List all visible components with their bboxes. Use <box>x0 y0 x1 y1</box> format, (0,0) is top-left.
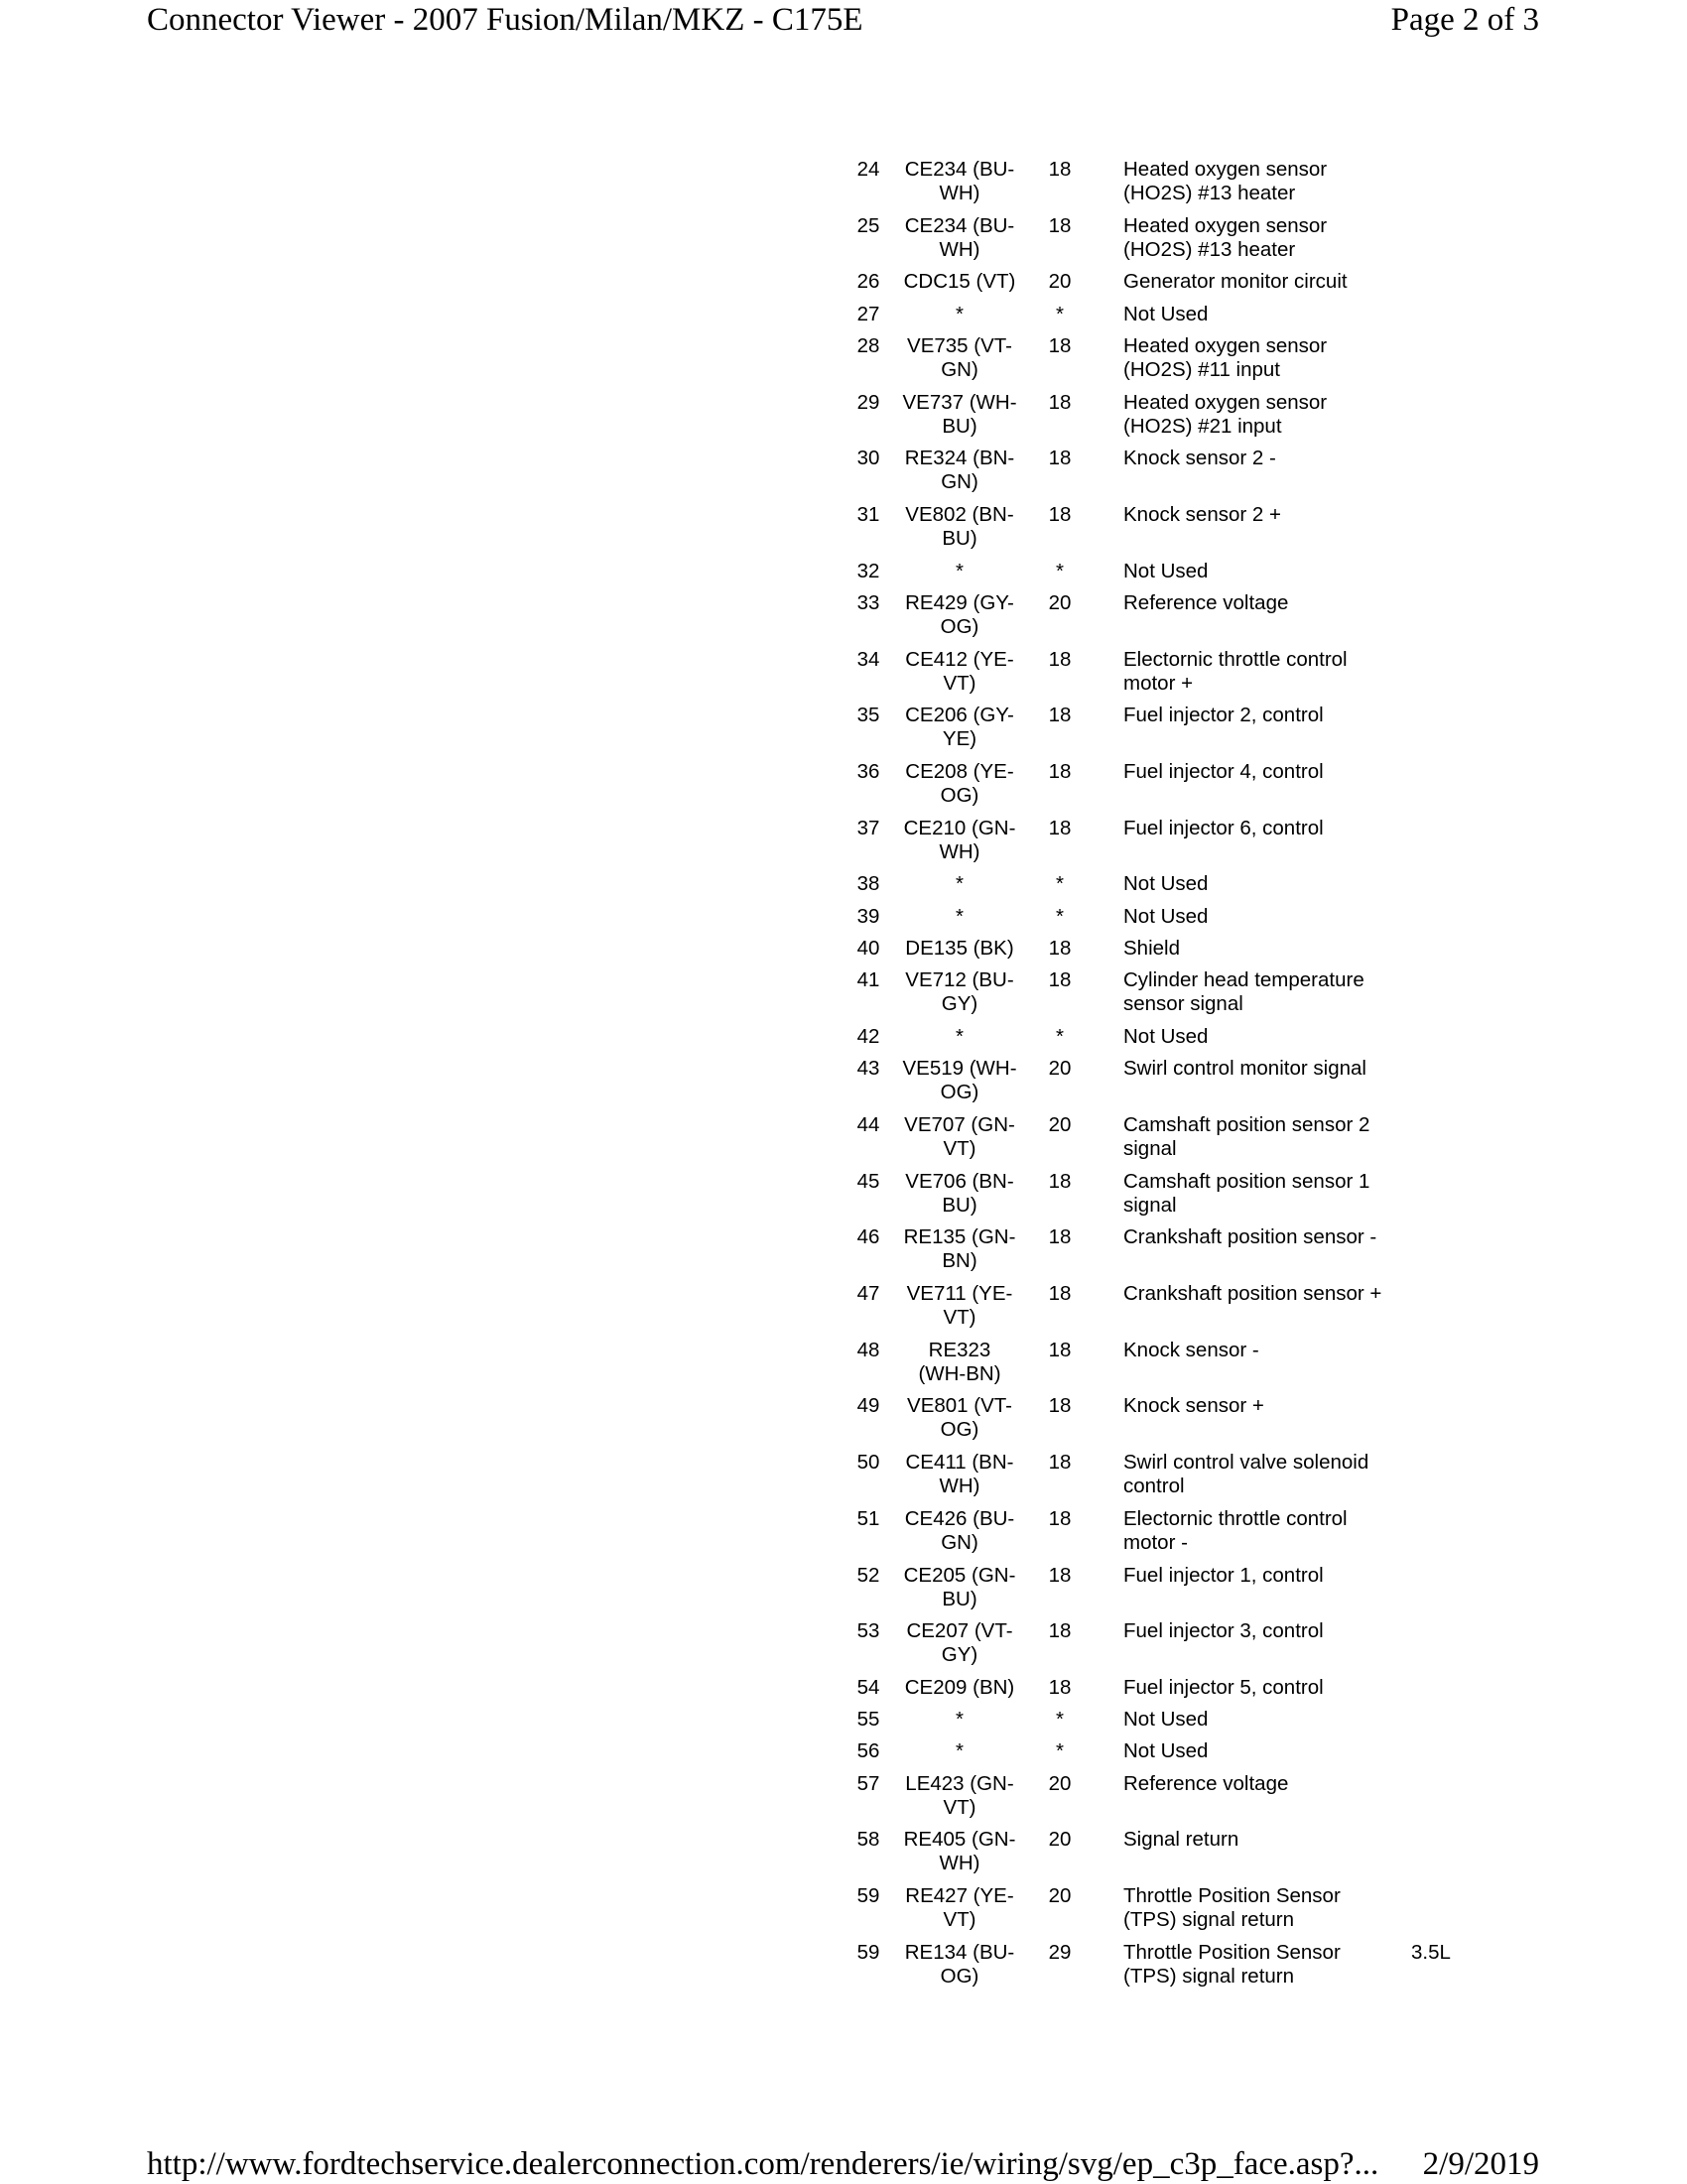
function-cell <box>1123 334 1421 382</box>
circuit-line: * <box>956 1025 964 1049</box>
pin-number: 59 <box>856 1940 880 1964</box>
function-line: control <box>1123 1475 1185 1498</box>
pin-number: 39 <box>856 904 880 928</box>
circuit-cell <box>895 158 1024 205</box>
wire-gauge: 18 <box>1048 333 1072 357</box>
circuit-line: BN) <box>942 1249 977 1273</box>
wire-gauge: * <box>1056 872 1064 896</box>
circuit-cell <box>895 503 1024 551</box>
pin-number: 30 <box>856 447 880 470</box>
wire-gauge: 18 <box>1048 1506 1072 1530</box>
circuit-cell <box>895 1884 1024 1932</box>
function-cell <box>1123 591 1421 615</box>
pin-number: 32 <box>856 559 880 582</box>
wire-gauge: 18 <box>1048 1563 1072 1587</box>
circuit-cell <box>895 1394 1024 1442</box>
pin-number: 29 <box>856 390 880 414</box>
function-cell <box>1123 1113 1421 1161</box>
circuit-line: CE207 (VT- <box>906 1619 1013 1643</box>
function-line: (HO2S) #11 input <box>1123 357 1281 381</box>
wire-gauge: 18 <box>1048 647 1072 671</box>
circuit-line: BU) <box>942 1587 977 1610</box>
source-url[interactable]: http://www.fordtechservice.dealerconnection.com/renderers/ie/wiring/svg/ep_c3p_face.asp?... <box>147 2146 1379 2182</box>
function-line: Not Used <box>1123 559 1209 582</box>
circuit-line: RE429 (GY- <box>905 591 1014 615</box>
circuit-line: OG) <box>940 615 979 639</box>
circuit-cell <box>895 648 1024 696</box>
pin-number: 36 <box>856 760 880 784</box>
function-cell <box>1123 503 1421 527</box>
circuit-cell <box>895 1828 1024 1875</box>
pin-number: 43 <box>856 1057 880 1081</box>
circuit-line: CE210 (GN- <box>903 816 1016 839</box>
page-footer <box>0 2144 1687 2184</box>
pin-number: 58 <box>856 1828 880 1852</box>
function-line: motor + <box>1123 671 1194 695</box>
wire-gauge: 18 <box>1048 213 1072 237</box>
function-cell <box>1123 447 1421 470</box>
circuit-line: * <box>956 1708 964 1732</box>
function-cell <box>1123 1772 1421 1796</box>
wire-gauge: 18 <box>1048 760 1072 784</box>
function-line: Heated oxygen sensor <box>1123 213 1328 237</box>
function-line: Signal return <box>1123 1828 1239 1852</box>
function-cell <box>1123 968 1421 1016</box>
function-line: (TPS) signal return <box>1123 1964 1295 1988</box>
function-line: Not Used <box>1123 1025 1209 1049</box>
function-cell <box>1123 817 1421 840</box>
function-line: Heated oxygen sensor <box>1123 158 1328 181</box>
circuit-line: VE737 (WH- <box>902 390 1017 414</box>
function-cell <box>1123 648 1421 696</box>
function-line: Not Used <box>1123 1739 1209 1763</box>
function-line: Shield <box>1123 937 1180 961</box>
function-cell <box>1123 1828 1421 1852</box>
function-line: Electornic throttle control <box>1123 647 1348 671</box>
wire-gauge: * <box>1056 1708 1064 1732</box>
circuit-line: VE735 (VT- <box>907 333 1012 357</box>
wire-gauge: 18 <box>1048 1169 1072 1193</box>
pin-number: 38 <box>856 872 880 896</box>
circuit-cell <box>895 1941 1024 1989</box>
circuit-line: YE) <box>942 727 977 751</box>
wire-gauge: 18 <box>1048 1619 1072 1643</box>
circuit-cell <box>895 1739 1024 1763</box>
circuit-line: CE205 (GN- <box>903 1563 1016 1587</box>
function-line: Heated oxygen sensor <box>1123 333 1328 357</box>
pin-number: 52 <box>856 1563 880 1587</box>
function-cell <box>1123 560 1421 583</box>
pin-number: 28 <box>856 333 880 357</box>
wire-gauge: 18 <box>1048 704 1072 727</box>
function-cell <box>1123 1225 1421 1249</box>
circuit-line: VT) <box>943 1306 976 1330</box>
wire-gauge: 18 <box>1048 158 1072 181</box>
print-date: 2/9/2019 <box>1422 2146 1539 2182</box>
circuit-line: VE706 (BN- <box>905 1169 1014 1193</box>
function-line: Fuel injector 1, control <box>1123 1563 1324 1587</box>
pin-number: 51 <box>856 1506 880 1530</box>
circuit-line: OG) <box>940 1964 979 1988</box>
circuit-line: GN) <box>941 1530 978 1554</box>
wire-gauge: 20 <box>1048 1884 1072 1908</box>
function-cell <box>1123 1339 1421 1362</box>
circuit-line: BU) <box>942 414 977 438</box>
function-cell <box>1123 1564 1421 1588</box>
circuit-cell <box>895 1170 1024 1218</box>
circuit-line: GN) <box>941 357 978 381</box>
wire-gauge: 20 <box>1048 591 1072 615</box>
function-cell <box>1123 391 1421 439</box>
circuit-line: BU) <box>942 527 977 551</box>
function-cell <box>1123 1619 1421 1643</box>
wire-gauge: * <box>1056 904 1064 928</box>
function-line: Camshaft position sensor 1 <box>1123 1169 1370 1193</box>
wire-gauge: 20 <box>1048 1771 1072 1795</box>
circuit-line: OG) <box>940 784 979 808</box>
function-cell <box>1123 1507 1421 1555</box>
function-line: (HO2S) #13 heater <box>1123 237 1296 261</box>
function-line: Fuel injector 3, control <box>1123 1619 1324 1643</box>
circuit-line: GY) <box>941 992 978 1016</box>
wire-gauge: 18 <box>1048 1225 1072 1249</box>
pin-number: 59 <box>856 1884 880 1908</box>
pin-number: 42 <box>856 1025 880 1049</box>
wire-gauge: 20 <box>1048 1828 1072 1852</box>
circuit-cell <box>895 214 1024 262</box>
pin-number: 35 <box>856 704 880 727</box>
circuit-line: VE711 (YE- <box>906 1282 1013 1306</box>
circuit-cell <box>895 591 1024 639</box>
function-cell <box>1123 937 1421 961</box>
pin-number: 44 <box>856 1113 880 1137</box>
circuit-line: WH) <box>939 839 980 863</box>
circuit-line: WH) <box>939 182 980 204</box>
function-line: Not Used <box>1123 302 1209 325</box>
circuit-cell <box>895 1451 1024 1498</box>
function-cell <box>1123 1057 1421 1081</box>
circuit-line: WH) <box>939 1852 980 1875</box>
page-number: Page 2 of 3 <box>1390 2 1539 38</box>
circuit-line: VE707 (GN- <box>904 1113 1015 1137</box>
circuit-line: OG) <box>940 1081 979 1104</box>
function-cell <box>1123 1282 1421 1306</box>
pin-number: 57 <box>856 1771 880 1795</box>
function-cell <box>1123 1739 1421 1763</box>
pin-number: 45 <box>856 1169 880 1193</box>
circuit-line: CE209 (BN) <box>904 1675 1015 1699</box>
function-line: Cylinder head temperature <box>1123 968 1364 992</box>
pin-number: 26 <box>856 270 880 294</box>
function-line: signal <box>1123 1193 1177 1217</box>
function-line: sensor signal <box>1123 992 1243 1016</box>
function-cell <box>1123 270 1421 294</box>
function-line: Heated oxygen sensor <box>1123 390 1328 414</box>
circuit-line: VE519 (WH- <box>902 1057 1017 1081</box>
function-line: Fuel injector 5, control <box>1123 1675 1324 1699</box>
function-line: Crankshaft position sensor + <box>1123 1282 1382 1306</box>
circuit-line: RE324 (BN- <box>904 447 1015 470</box>
function-line: Fuel injector 2, control <box>1123 704 1324 727</box>
circuit-line: WH) <box>939 237 980 261</box>
wire-gauge: 18 <box>1048 447 1072 470</box>
page-header <box>0 0 1687 40</box>
circuit-line: WH) <box>939 1475 980 1498</box>
circuit-line: CE426 (BU- <box>904 1506 1015 1530</box>
circuit-line: CE206 (GY- <box>905 704 1014 727</box>
circuit-line: VE712 (BU- <box>905 968 1014 992</box>
wire-gauge: 18 <box>1048 1282 1072 1306</box>
pin-number: 47 <box>856 1282 880 1306</box>
function-line: Reference voltage <box>1123 591 1289 615</box>
circuit-line: OG) <box>940 1418 979 1442</box>
pin-number: 48 <box>856 1338 880 1361</box>
circuit-cell <box>895 1339 1024 1386</box>
engine-note: 3.5L <box>1411 1940 1451 1964</box>
function-line: Fuel injector 4, control <box>1123 760 1324 784</box>
pin-number: 49 <box>856 1394 880 1418</box>
circuit-cell <box>895 760 1024 808</box>
circuit-line: VT) <box>943 1908 976 1932</box>
circuit-cell <box>895 303 1024 326</box>
circuit-line: * <box>956 559 964 582</box>
circuit-cell <box>895 1025 1024 1049</box>
circuit-line: GN) <box>941 470 978 494</box>
function-line: Knock sensor 2 + <box>1123 503 1281 527</box>
wire-gauge: 18 <box>1048 816 1072 839</box>
wire-gauge: 29 <box>1048 1940 1072 1964</box>
function-line: Knock sensor 2 - <box>1123 447 1276 470</box>
function-line: (HO2S) #21 input <box>1123 414 1282 438</box>
circuit-cell <box>895 968 1024 1016</box>
circuit-line: GY) <box>941 1643 978 1667</box>
function-cell <box>1123 1708 1421 1732</box>
wire-gauge: * <box>1056 1025 1064 1049</box>
circuit-line: BU) <box>942 1193 977 1217</box>
function-cell <box>1123 1025 1421 1049</box>
circuit-cell <box>895 1225 1024 1273</box>
function-line: Knock sensor - <box>1123 1338 1259 1361</box>
circuit-line: * <box>956 872 964 896</box>
wire-gauge: 18 <box>1048 1394 1072 1418</box>
circuit-line: (WH-BN) <box>918 1361 1001 1385</box>
function-cell <box>1123 760 1421 784</box>
circuit-line: CE234 (BU- <box>904 158 1015 181</box>
function-cell <box>1123 1451 1421 1498</box>
circuit-cell <box>895 872 1024 896</box>
circuit-cell <box>895 1619 1024 1667</box>
circuit-line: DE135 (BK) <box>905 937 1014 961</box>
function-line: (TPS) signal return <box>1123 1908 1295 1932</box>
wire-gauge: 18 <box>1048 1451 1072 1475</box>
function-cell <box>1123 1170 1421 1218</box>
function-cell <box>1123 1676 1421 1700</box>
pin-number: 54 <box>856 1675 880 1699</box>
wire-gauge: * <box>1056 559 1064 582</box>
function-line: Knock sensor + <box>1123 1394 1264 1418</box>
wire-gauge: 18 <box>1048 1675 1072 1699</box>
circuit-line: RE405 (GN- <box>903 1828 1016 1852</box>
circuit-line: CE234 (BU- <box>904 213 1015 237</box>
function-line: Crankshaft position sensor - <box>1123 1225 1377 1249</box>
pin-number: 25 <box>856 213 880 237</box>
function-line: Not Used <box>1123 904 1209 928</box>
pin-number: 55 <box>856 1708 880 1732</box>
pin-number: 27 <box>856 302 880 325</box>
circuit-cell <box>895 1708 1024 1732</box>
function-line: Throttle Position Sensor <box>1123 1940 1341 1964</box>
circuit-line: CE208 (YE- <box>905 760 1014 784</box>
circuit-cell <box>895 1113 1024 1161</box>
wire-gauge: * <box>1056 302 1064 325</box>
function-line: Swirl control monitor signal <box>1123 1057 1366 1081</box>
wire-gauge: 20 <box>1048 270 1072 294</box>
function-cell <box>1123 158 1421 205</box>
circuit-line: RE135 (GN- <box>903 1225 1016 1249</box>
circuit-cell <box>895 391 1024 439</box>
function-line: Not Used <box>1123 872 1209 896</box>
wire-gauge: 20 <box>1048 1057 1072 1081</box>
circuit-line: RE427 (YE- <box>905 1884 1014 1908</box>
circuit-cell <box>895 1507 1024 1555</box>
circuit-line: VE801 (VT- <box>907 1394 1012 1418</box>
circuit-line: * <box>956 904 964 928</box>
circuit-line: CE411 (BN- <box>905 1451 1014 1475</box>
wire-gauge: * <box>1056 1739 1064 1763</box>
circuit-line: VT) <box>943 1795 976 1819</box>
circuit-cell <box>895 905 1024 929</box>
wire-gauge: 18 <box>1048 937 1072 961</box>
function-line: Reference voltage <box>1123 1771 1289 1795</box>
function-line: Not Used <box>1123 1708 1209 1732</box>
circuit-cell <box>895 270 1024 294</box>
function-line: Electornic throttle control <box>1123 1506 1348 1530</box>
circuit-cell <box>895 1676 1024 1700</box>
pin-number: 56 <box>856 1739 880 1763</box>
function-cell <box>1123 872 1421 896</box>
circuit-line: RE323 <box>928 1338 991 1361</box>
circuit-line: CDC15 (VT) <box>903 270 1016 294</box>
circuit-line: VE802 (BN- <box>905 503 1014 527</box>
circuit-cell <box>895 1772 1024 1820</box>
circuit-line: LE423 (GN- <box>905 1771 1014 1795</box>
circuit-cell <box>895 1282 1024 1330</box>
function-line: Generator monitor circuit <box>1123 270 1348 294</box>
function-line: (HO2S) #13 heater <box>1123 182 1296 204</box>
circuit-line: RE134 (BU- <box>904 1940 1015 1964</box>
circuit-cell <box>895 1564 1024 1611</box>
pin-number: 53 <box>856 1619 880 1643</box>
wire-gauge: 20 <box>1048 1113 1072 1137</box>
function-line: Fuel injector 6, control <box>1123 816 1324 839</box>
pin-number: 33 <box>856 591 880 615</box>
circuit-cell <box>895 560 1024 583</box>
function-cell <box>1123 704 1421 727</box>
wire-gauge: 18 <box>1048 1338 1072 1361</box>
wire-gauge: 18 <box>1048 968 1072 992</box>
circuit-cell <box>895 447 1024 494</box>
pin-number: 41 <box>856 968 880 992</box>
function-cell <box>1123 214 1421 262</box>
pin-number: 31 <box>856 503 880 527</box>
function-line: Throttle Position Sensor <box>1123 1884 1341 1908</box>
circuit-line: VT) <box>943 671 976 695</box>
function-line: Swirl control valve solenoid <box>1123 1451 1369 1475</box>
circuit-cell <box>895 1057 1024 1104</box>
function-line: signal <box>1123 1137 1177 1161</box>
circuit-line: CE412 (YE- <box>905 647 1014 671</box>
pin-number: 40 <box>856 937 880 961</box>
wire-gauge: 18 <box>1048 503 1072 527</box>
circuit-cell <box>895 817 1024 864</box>
pin-number: 34 <box>856 647 880 671</box>
circuit-cell <box>895 704 1024 751</box>
function-cell <box>1123 303 1421 326</box>
circuit-cell <box>895 334 1024 382</box>
function-line: motor - <box>1123 1530 1188 1554</box>
function-cell <box>1123 1394 1421 1418</box>
circuit-line: * <box>956 1739 964 1763</box>
pin-number: 46 <box>856 1225 880 1249</box>
function-cell <box>1123 1941 1421 1989</box>
function-cell <box>1123 1884 1421 1932</box>
function-cell <box>1123 905 1421 929</box>
pin-number: 50 <box>856 1451 880 1475</box>
pin-number: 24 <box>856 158 880 181</box>
circuit-line: * <box>956 302 964 325</box>
function-line: Camshaft position sensor 2 <box>1123 1113 1370 1137</box>
document-title: Connector Viewer - 2007 Fusion/Milan/MKZ - C175E <box>147 2 863 38</box>
pin-number: 37 <box>856 816 880 839</box>
circuit-line: VT) <box>943 1137 976 1161</box>
circuit-cell <box>895 937 1024 961</box>
wire-gauge: 18 <box>1048 390 1072 414</box>
